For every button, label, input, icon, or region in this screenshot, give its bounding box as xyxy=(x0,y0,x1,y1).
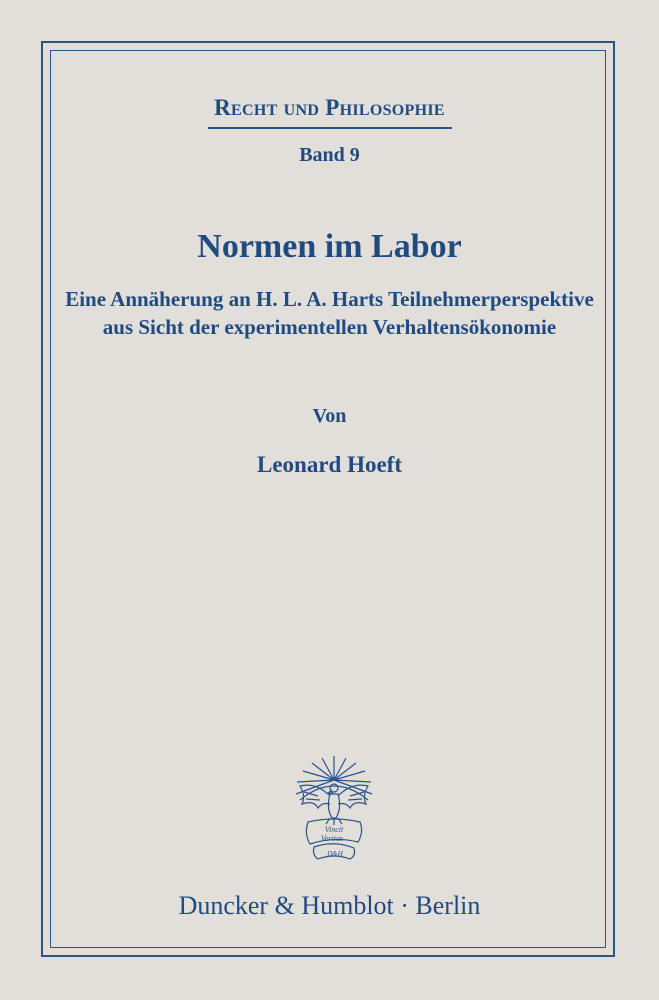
subtitle-line-1: Eine Annäherung an H. L. A. Harts Teilnehmerperspektive xyxy=(65,287,594,311)
book-subtitle xyxy=(0,285,659,341)
eagle-emblem-icon xyxy=(288,752,380,862)
publisher-name: Duncker & Humblot · Berlin xyxy=(178,891,481,920)
book-title: Normen im Labor xyxy=(197,228,462,265)
series-title: Recht und Philosophie xyxy=(214,95,445,120)
volume-number: Band 9 xyxy=(299,144,360,166)
logo-monogram: D&H xyxy=(327,850,343,858)
logo-motto-line-2: Veritas xyxy=(320,834,344,843)
logo-motto-line-1: Vincit xyxy=(324,825,344,834)
author-name: Leonard Hoeft xyxy=(256,452,402,477)
byline: Von xyxy=(312,405,347,427)
subtitle-line-2: aus Sicht der experimentellen Verhaltensökonomie xyxy=(102,315,557,339)
series-rule xyxy=(208,127,452,129)
